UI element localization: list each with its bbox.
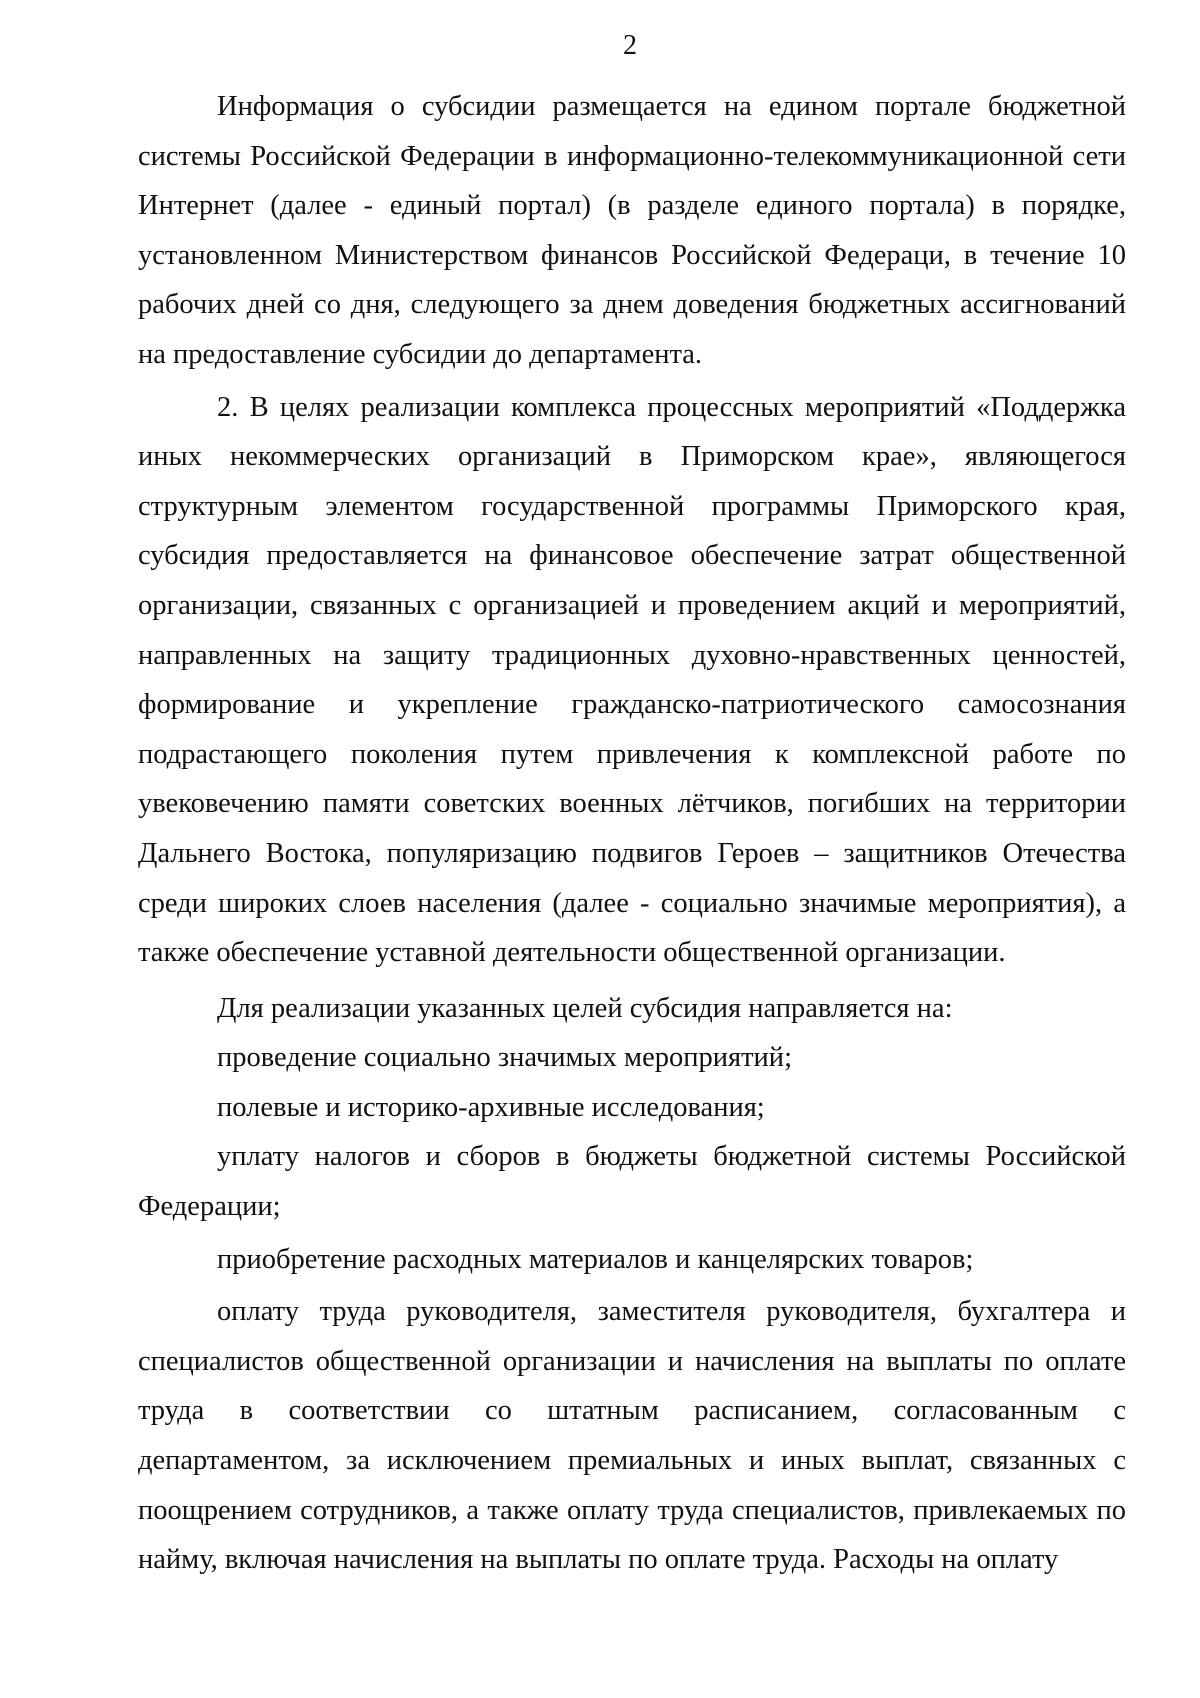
list-item-research: полевые и историко-архивные исследования;: [217, 1091, 765, 1123]
list-item-salaries: оплату труда руководителя, заместителя руководителя, бухгалтера и специалистов общественной организации и начисления на выплаты по оплате труда в соответствии со штатным расписанием, согласованным с департаментом, за исключением премиальных и иных выплат, связанных с поощрением сотрудников, а также оплату труда специалистов, привлекаемых по найму, включая начисления на выплаты по оплате труда. Расходы на оплату: [138, 1296, 1126, 1576]
paragraph-subsidy-info: Информация о субсидии размещается на едином портале бюджетной системы Российской Федерации в информационно-телекоммуникационной сети Интернет (далее - единый портал) (в разделе единого портала) в порядке, установленном Министерством финансов Российской Федераци, в течение 10 рабочих дней со дня, следующего за днем доведения бюджетных ассигнований на предоставление субсидии до департамента.: [138, 91, 1126, 370]
document-body: [138, 82, 1126, 1585]
list-item-taxes: уплату налогов и сборов в бюджеты бюджетной системы Российской Федерации;: [138, 1141, 1126, 1223]
paragraph-subsidy-purpose: 2. В целях реализации комплекса процессных мероприятий «Поддержка иных некоммерческих организаций в Приморском крае», являющегося структурным элементом государственной программы Приморского края, субсидия предоставляется на финансовое обеспечение затрат общественной организации, связанных с организацией и проведением акций и мероприятий, направленных на защиту традиционных духовно-нравственных ценностей, формирование и укрепление гражданско-патриотического самосознания подрастающего поколения путем привлечения к комплексной работе по увековечению памяти советских военных лётчиков, погибших на территории Дальнего Востока, популяризацию подвигов Героев – защитников Отечества среди широких слоев населения (далее - социально значимые мероприятия), а также обеспечение уставной деятельности общественной организации.: [138, 391, 1126, 969]
page-number: 2: [623, 30, 637, 61]
paragraph-directions-intro: Для реализации указанных целей субсидия направляется на:: [217, 992, 953, 1024]
list-item-materials: приобретение расходных материалов и канцелярских товаров;: [217, 1243, 974, 1275]
list-item-events: проведение социально значимых мероприятий;: [217, 1042, 792, 1074]
